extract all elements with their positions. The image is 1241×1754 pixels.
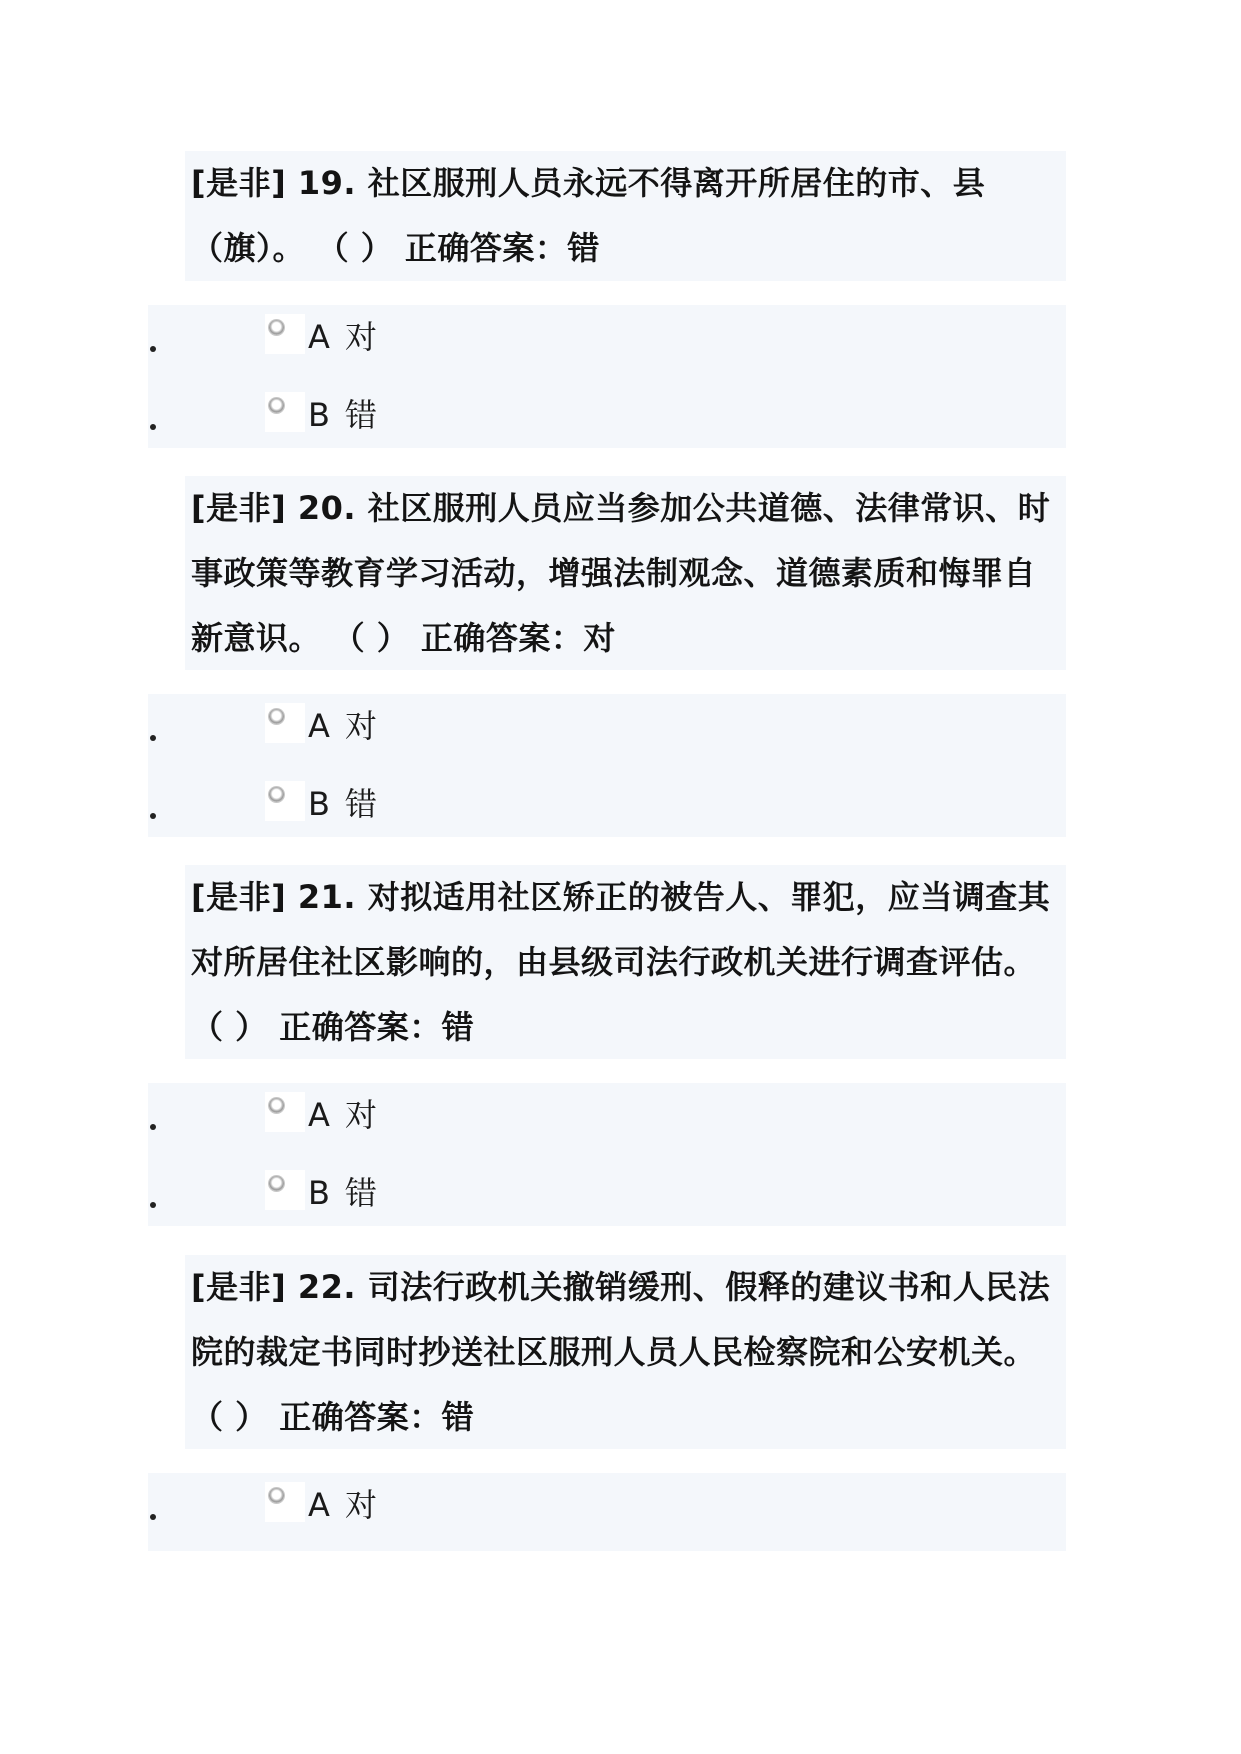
option-label: 错 (345, 1174, 378, 1212)
option-label: 错 (345, 785, 378, 823)
option-letter: A (308, 318, 330, 356)
question-text-line: （ ） 正确答案：错 (191, 1398, 475, 1436)
question-text-line: [是非] 21. 对拟适用社区矫正的被告人、罪犯，应当调查其 (191, 878, 1051, 916)
option-label: 对 (345, 1096, 378, 1134)
radio-button[interactable] (265, 781, 305, 821)
radio-button[interactable] (265, 392, 305, 432)
option-letter: A (308, 1486, 330, 1524)
option-b[interactable] (148, 1161, 1066, 1239)
option-label: 对 (345, 707, 378, 745)
options-list-19 (148, 305, 1066, 448)
bullet-icon (150, 1202, 156, 1208)
question-21 (185, 865, 1066, 1059)
radio-icon (269, 1488, 284, 1503)
option-b[interactable] (148, 383, 1066, 461)
question-text-line: [是非] 19. 社区服刑人员永远不得离开所居住的市、县 (191, 164, 986, 202)
option-letter: A (308, 1096, 330, 1134)
question-text-line: （旗）。 （ ） 正确答案：错 (191, 229, 600, 267)
radio-button[interactable] (265, 1482, 305, 1522)
option-label: 对 (345, 1486, 378, 1524)
radio-icon (269, 787, 284, 802)
question-text-line: 新意识。 （ ） 正确答案：对 (191, 619, 616, 657)
option-label: 对 (345, 318, 378, 356)
option-b[interactable] (148, 772, 1066, 850)
question-19 (185, 151, 1066, 281)
question-20 (185, 476, 1066, 670)
question-text-line: 院的裁定书同时抄送社区服刑人员人民检察院和公安机关。 (191, 1333, 1037, 1371)
radio-button[interactable] (265, 1170, 305, 1210)
option-letter: B (308, 785, 330, 823)
radio-icon (269, 320, 284, 335)
radio-icon (269, 398, 284, 413)
radio-button[interactable] (265, 1092, 305, 1132)
bullet-icon (150, 1124, 156, 1130)
radio-icon (269, 1176, 284, 1191)
question-text-line: [是非] 22. 司法行政机关撤销缓刑、假释的建议书和人民法 (191, 1268, 1051, 1306)
options-list-21 (148, 1083, 1066, 1226)
question-text-line: （ ） 正确答案：错 (191, 1008, 475, 1046)
bullet-icon (150, 813, 156, 819)
option-letter: B (308, 1174, 330, 1212)
question-22 (185, 1255, 1066, 1449)
radio-button[interactable] (265, 703, 305, 743)
bullet-icon (150, 1514, 156, 1520)
option-a[interactable] (148, 694, 1066, 772)
radio-icon (269, 1098, 284, 1113)
option-a[interactable] (148, 1083, 1066, 1161)
option-a[interactable] (148, 305, 1066, 383)
question-text-line: 对所居住社区影响的，由县级司法行政机关进行调查评估。 (191, 943, 1037, 981)
option-letter: B (308, 396, 330, 434)
option-label: 错 (345, 396, 378, 434)
radio-button[interactable] (265, 314, 305, 354)
bullet-icon (150, 424, 156, 430)
radio-icon (269, 709, 284, 724)
options-list-22 (148, 1473, 1066, 1551)
option-a[interactable] (148, 1473, 1066, 1551)
question-text-line: [是非] 20. 社区服刑人员应当参加公共道德、法律常识、时 (191, 489, 1051, 527)
option-letter: A (308, 707, 330, 745)
question-text-line: 事政策等教育学习活动，增强法制观念、道德素质和悔罪自 (191, 554, 1037, 592)
bullet-icon (150, 346, 156, 352)
options-list-20 (148, 694, 1066, 837)
bullet-icon (150, 735, 156, 741)
